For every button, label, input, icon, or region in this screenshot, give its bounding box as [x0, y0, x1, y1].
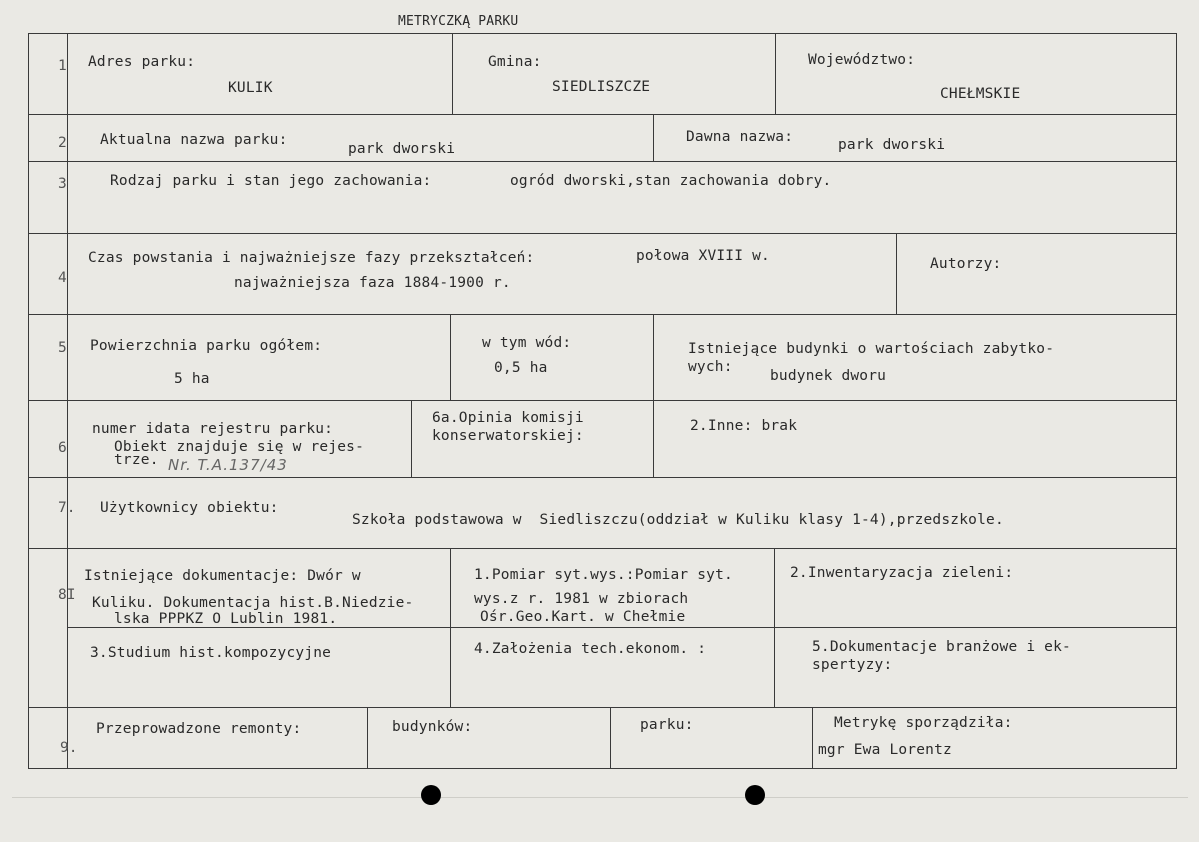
- rule-2: [28, 161, 1176, 162]
- dokumentacje-line1: Istniejące dokumentacje: Dwór w: [84, 568, 361, 584]
- powierzchnia-value: 5 ha: [174, 371, 210, 387]
- aktualna-nazwa-value: park dworski: [348, 141, 456, 157]
- budynki-label-line1: Istniejące budynki o wartościach zabytko-: [688, 341, 1055, 357]
- rejestr-text-line1: Obiekt znajduje się w rejes-: [114, 439, 365, 455]
- uzytkownicy-value: Szkoła podstawowa w Siedliszczu(oddział w Kuliku klasy 1-4),przedszkole.: [352, 512, 1004, 528]
- rule-numcol: [67, 33, 68, 769]
- rule-right: [1176, 33, 1177, 769]
- uzytkownicy-label: Użytkownicy obiektu:: [100, 500, 279, 516]
- opinia-label-line1: 6a.Opinia komisji: [432, 410, 584, 426]
- rule-r9a: [367, 707, 368, 768]
- inne-text: 2.Inne: brak: [690, 418, 798, 434]
- rule-1: [28, 114, 1176, 115]
- gmina-label: Gmina:: [488, 54, 542, 70]
- rejestr-text-line2: trze.: [114, 452, 159, 468]
- fold-line: [12, 797, 1188, 798]
- dokumentacje-branzowe-line2: spertyzy:: [812, 657, 893, 673]
- studium-label: 3.Studium hist.kompozycyjne: [90, 645, 332, 661]
- parku-label: parku:: [640, 717, 694, 733]
- budynkow-label: budynków:: [392, 719, 473, 735]
- row-number: 5: [58, 340, 67, 356]
- rule-r9c: [812, 707, 813, 768]
- wojewodztwo-label: Województwo:: [808, 52, 916, 68]
- aktualna-nazwa-label: Aktualna nazwa parku:: [100, 132, 288, 148]
- rule-r2: [653, 114, 654, 161]
- row-number: 2: [58, 135, 67, 151]
- pomiar-line3: Ośr.Geo.Kart. w Chełmie: [480, 609, 686, 625]
- inwentaryzacja-label: 2.Inwentaryzacja zieleni:: [790, 565, 1014, 581]
- row-number: 3: [58, 176, 67, 192]
- najwazniejsza-faza: najważniejsza faza 1884-1900 r.: [234, 275, 511, 291]
- rule-r9b: [610, 707, 611, 768]
- autorzy-label: Autorzy:: [930, 256, 1002, 272]
- dokumentacje-line3: lska PPPKZ O Lublin 1981.: [114, 611, 338, 627]
- dawna-nazwa-value: park dworski: [838, 137, 946, 153]
- punch-hole: [745, 785, 765, 805]
- pomiar-line1: 1.Pomiar syt.wys.:Pomiar syt.: [474, 567, 733, 583]
- rule-r8a: [450, 548, 451, 707]
- row-number: 8I: [58, 587, 76, 603]
- rule-r5a: [450, 314, 451, 400]
- row-number: 4: [58, 270, 67, 286]
- wod-label: w tym wód:: [482, 335, 572, 351]
- dawna-nazwa-label: Dawna nazwa:: [686, 129, 794, 145]
- rule-8: [28, 707, 1176, 708]
- adres-value: KULIK: [228, 80, 273, 96]
- rule-top: [28, 33, 1176, 34]
- rule-bottom: [28, 768, 1176, 769]
- rule-r1a: [452, 33, 453, 114]
- rule-r6a: [411, 400, 412, 477]
- row-number: 1: [58, 58, 67, 74]
- budynki-label-line2: wych:: [688, 359, 733, 375]
- budynki-value: budynek dworu: [770, 368, 887, 384]
- rule-r4: [896, 233, 897, 314]
- punch-hole: [421, 785, 441, 805]
- rule-left: [28, 33, 29, 769]
- rodzaj-value: ogród dworski,stan zachowania dobry.: [510, 173, 832, 189]
- wod-value: 0,5 ha: [494, 360, 548, 376]
- row-number: 6: [58, 440, 67, 456]
- czas-powstania-label: Czas powstania i najważniejsze fazy przekształceń:: [88, 250, 535, 266]
- remonty-label: Przeprowadzone remonty:: [96, 721, 302, 737]
- adres-label: Adres parku:: [88, 54, 196, 70]
- rule-r6b: [653, 400, 654, 477]
- gmina-value: SIEDLISZCZE: [552, 79, 651, 95]
- sporzadzila-value: mgr Ewa Lorentz: [818, 742, 952, 758]
- pomiar-line2: wys.z r. 1981 w zbiorach: [474, 591, 689, 607]
- rule-4: [28, 314, 1176, 315]
- row-number: 9.: [60, 740, 78, 756]
- zalozenia-label: 4.Założenia tech.ekonom. :: [474, 641, 707, 657]
- rejestr-handwritten-number: Nr. T.A.137/43: [168, 456, 288, 474]
- card-title: METRYCZKĄ PARKU: [398, 14, 519, 29]
- rule-5: [28, 400, 1176, 401]
- rule-6: [28, 477, 1176, 478]
- dokumentacje-line2: Kuliku. Dokumentacja hist.B.Niedzie-: [92, 595, 414, 611]
- rule-3: [28, 233, 1176, 234]
- rule-7: [28, 548, 1176, 549]
- opinia-label-line2: konserwatorskiej:: [432, 428, 584, 444]
- wojewodztwo-value: CHEŁMSKIE: [940, 86, 1021, 102]
- rule-r1b: [775, 33, 776, 114]
- powierzchnia-label: Powierzchnia parku ogółem:: [90, 338, 323, 354]
- rule-r8b: [774, 548, 775, 707]
- row-number: 7.: [58, 500, 76, 516]
- rule-r5b: [653, 314, 654, 400]
- rejestr-label: numer idata rejestru parku:: [92, 421, 334, 437]
- czas-powstania-value: połowa XVIII w.: [636, 248, 770, 264]
- sporzadzila-label: Metrykę sporządziła:: [834, 715, 1013, 731]
- rodzaj-label: Rodzaj parku i stan jego zachowania:: [110, 173, 432, 189]
- dokumentacje-branzowe-line1: 5.Dokumentacje branżowe i ek-: [812, 639, 1071, 655]
